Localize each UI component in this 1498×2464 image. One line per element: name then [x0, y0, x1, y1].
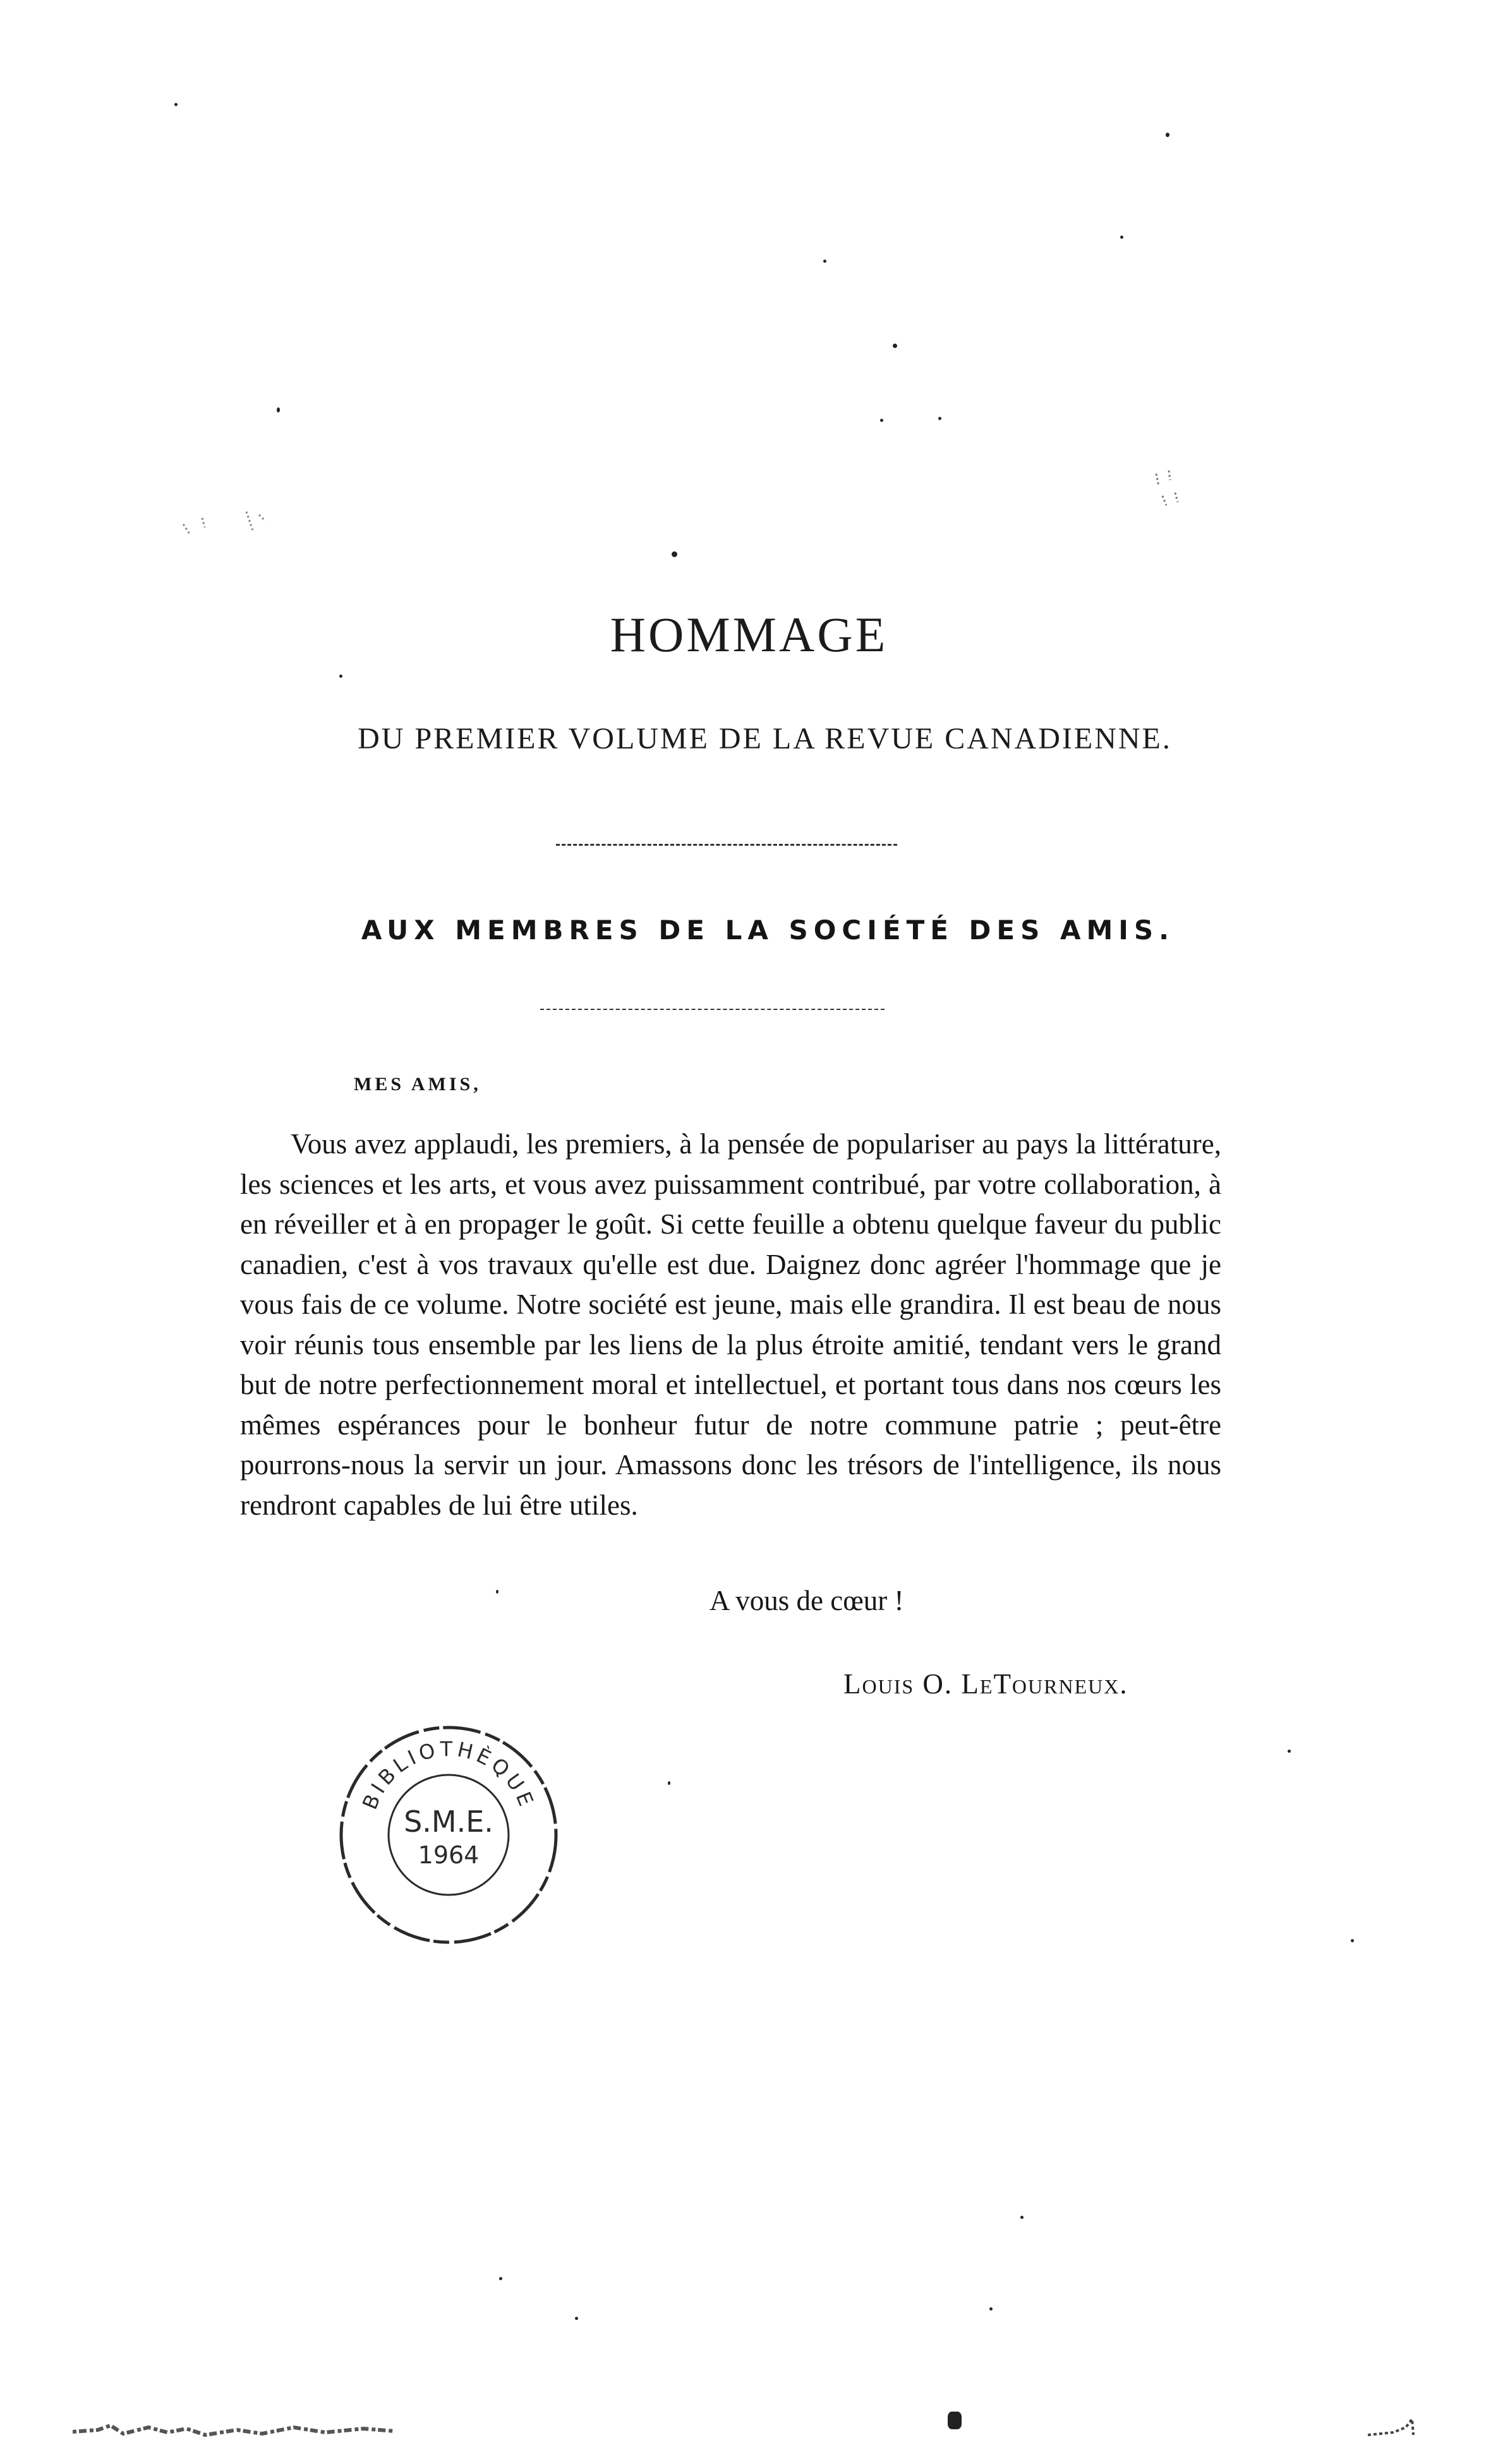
scan-speck: [880, 419, 883, 422]
scan-speck: [1288, 1750, 1291, 1753]
scan-speck: [1351, 1939, 1354, 1942]
scan-speck: [1166, 133, 1169, 137]
page-title: HOMMAGE: [610, 607, 888, 662]
scan-speck: [575, 2317, 578, 2320]
scan-speck: [496, 1590, 498, 1594]
stamp-center-line2: 1964: [418, 1841, 480, 1869]
scan-speck: [823, 260, 826, 263]
scan-smudge-bottom-left: [73, 2416, 401, 2448]
closing-line: A vous de cœur !: [710, 1585, 904, 1616]
scan-speck: [499, 2277, 502, 2280]
scan-speck: [339, 675, 342, 678]
scan-speck: [174, 103, 178, 106]
divider-rule-top: [556, 844, 897, 846]
scan-speck: [672, 551, 677, 557]
scan-speck: [893, 344, 897, 348]
scan-smudge-top-left: [177, 499, 278, 550]
letter-body: Vous avez applaudi, les premiers, à la pensée de populariser au pays la littérature, les sciences et les arts, et vous avez puissamment contribué, par votre collaboration, à en réveiller et à en propager le goût. Si cette feuille a obtenu quelque faveur du public canadien, c'est à vos travaux qu'elle est due. Daignez donc agréer l'hommage que je vous fais de ce volume. Notre société est jeune, mais elle grandira. Il est beau de nous voir réunis tous ensemble par les liens de la plus étroite amitié, tendant vers le grand but de notre perfectionnement moral et intellectuel, et portant tous dans nos cœurs les mêmes espérances pour le bonheur futur de notre commune patrie ; peut-être pourrons-nous la servir un jour. Amassons donc les trésors de l'intelligence, ils nous rendront capables de lui être utiles.: [240, 1128, 1221, 1521]
page-subtitle: DU PREMIER VOLUME DE LA REVUE CANADIENNE.: [358, 722, 1172, 755]
scan-speck: [1020, 2216, 1024, 2219]
section-heading: AUX MEMBRES DE LA SOCIÉTÉ DES AMIS.: [361, 915, 1175, 946]
scan-speck: [668, 1781, 670, 1785]
divider-rule-bottom: [540, 1009, 885, 1010]
scan-speck: [989, 2307, 993, 2311]
stamp-outer-text: BIBLIOTHÈQUE: [358, 1736, 540, 1813]
library-stamp: [329, 1712, 569, 1958]
signature: Louis O. LeTourneux.: [843, 1668, 1128, 1700]
salutation: MES AMIS,: [354, 1074, 481, 1095]
scan-smudge-bottom-right: [1368, 2416, 1418, 2441]
scan-speck: [938, 417, 941, 420]
stamp-center-line1: S.M.E.: [404, 1805, 493, 1839]
scan-speck: [1120, 236, 1123, 239]
scan-speck: [277, 407, 280, 412]
scan-speck: [948, 2412, 962, 2429]
scan-smudge-top-right: [1150, 467, 1188, 512]
